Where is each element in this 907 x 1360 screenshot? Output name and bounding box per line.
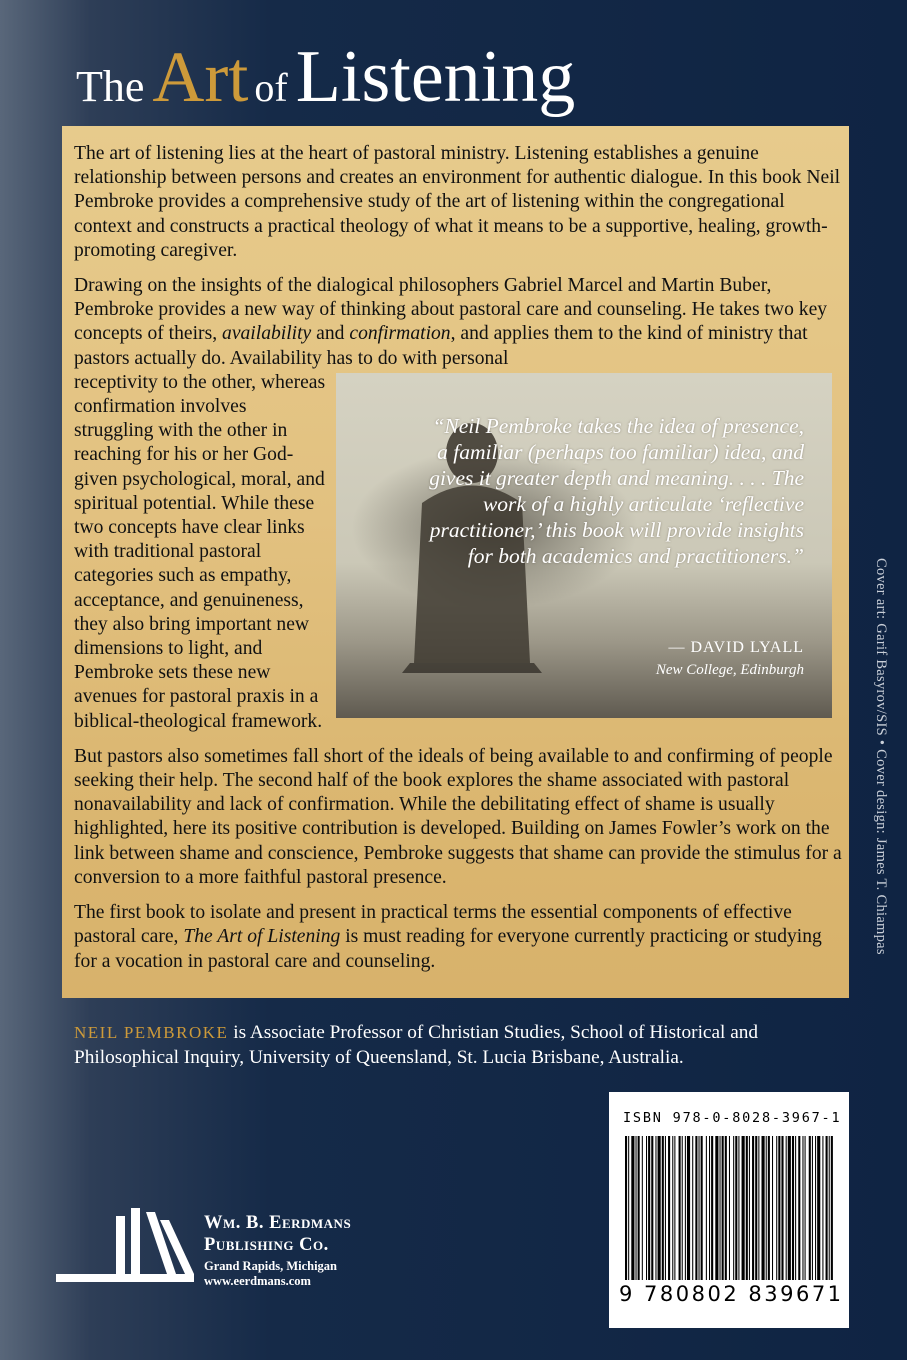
barcode-bar (788, 1136, 791, 1280)
barcode-bar (722, 1136, 724, 1280)
barcode-bar (817, 1136, 820, 1280)
barcode-bar (752, 1136, 754, 1280)
barcode-bar (685, 1136, 686, 1280)
endorsement-quote: “Neil Pembroke takes the idea of presence, a familiar (perhaps too familiar) idea, and gives it greater depth and meaning. . . . The work of a highly articulate ‘reflective practitioner,’ this book will provide insights for both academics and practitioners.” (429, 414, 804, 568)
barcode-bar (776, 1136, 777, 1280)
title-of: of (254, 65, 288, 110)
barcode-bar (735, 1136, 737, 1280)
description-text (74, 142, 842, 985)
barcode-bar (802, 1136, 803, 1280)
barcode-box (609, 1092, 849, 1328)
isbn-digits: 9 780802 839671 (619, 1282, 844, 1306)
description-paragraph-2 (74, 274, 842, 371)
barcode-bar (658, 1136, 661, 1280)
barcode-bar (682, 1136, 683, 1280)
barcode-bar (648, 1136, 650, 1280)
barcode-bar (631, 1136, 634, 1280)
p2-confirmation: confirmation (349, 323, 451, 345)
title-listening: Listening (295, 36, 576, 118)
description-paragraph-1: The art of listening lies at the heart of pastoral ministry. Listening establishes a genuine relationship between persons and creates an environment for authentic dialogue. In this book Neil Pembroke provides a comprehensive study of the art of listening within the congregational context and constructs a practical theology of what it means to be a supportive, healing, growth-promoting caregiver. (74, 143, 841, 261)
barcode-bar (822, 1136, 823, 1280)
barcode-bar (826, 1136, 828, 1280)
barcode-bar (672, 1136, 673, 1280)
barcode-bar (786, 1136, 787, 1280)
barcode-bar (711, 1136, 713, 1280)
barcode-bar (692, 1136, 693, 1280)
barcode-bar (768, 1136, 770, 1280)
endorser-name: — DAVID LYALL (668, 639, 804, 656)
endorser-affiliation: New College, Edinburgh (655, 662, 804, 678)
barcode-bar (679, 1136, 681, 1280)
p4-text-a: The first book to isolate and present in practical terms the essential components of effective pastoral care, (74, 902, 792, 948)
barcode-bar (665, 1136, 666, 1280)
barcode-bar (662, 1136, 664, 1280)
barcode-bar (668, 1136, 670, 1280)
barcode-bar (642, 1136, 643, 1280)
barcode-bar (715, 1136, 718, 1280)
barcode-bar (762, 1136, 765, 1280)
barcode-bar (709, 1136, 710, 1280)
barcode-bar (699, 1136, 700, 1280)
title-the: The (76, 62, 145, 111)
barcode-bar (795, 1136, 796, 1280)
barcode-bar (809, 1136, 811, 1280)
author-bio (74, 1020, 854, 1070)
publisher-name-line-1: Wm. B. Eerdmans (204, 1213, 352, 1233)
barcode-bar (651, 1136, 653, 1280)
barcode-bar (778, 1136, 780, 1280)
p2-and: and (316, 323, 345, 345)
publisher-city: Grand Rapids, Michigan (204, 1259, 338, 1273)
barcode-bar (742, 1136, 745, 1280)
barcode-bar (792, 1136, 794, 1280)
barcode-bar (701, 1136, 703, 1280)
barcode-bar (831, 1136, 833, 1280)
description-paragraph-4 (74, 901, 842, 974)
barcode-bar (766, 1136, 767, 1280)
barcode-bar (755, 1136, 757, 1280)
barcode-bar (738, 1136, 739, 1280)
p4-text-b: is must reading for everyone currently practicing or studying for a vocation in pastoral care and counseling. (74, 926, 822, 972)
barcode-bar (746, 1136, 748, 1280)
publisher-logo-icon (56, 1204, 196, 1284)
publisher-url: www.eerdmans.com (204, 1274, 311, 1288)
p2-text-c: receptivity to the other, whereas confirmation involves struggling with the other in reaching for his or her God-given psychological, moral, and spiritual potential. While these two concepts have clear links with traditional pastoral categories such as empathy, acceptance, and genuineness, they also bring important new dimensions to light, and Pembroke sets these new avenues for pastoral praxis in a biblical-theological framework. (74, 371, 326, 732)
cover-credits (872, 558, 902, 978)
barcode-bar (772, 1136, 773, 1280)
cover-credits-text: Cover art: Garif Basyrov/SIS • Cover design: James T. Chiampas (873, 558, 889, 955)
p2-text-b: , and applies them to the kind of ministry that pastors actually do. Availability has to do with personal (74, 323, 808, 369)
barcode-bar (655, 1136, 656, 1280)
barcode-bar (628, 1136, 629, 1280)
barcode-bar (638, 1136, 640, 1280)
barcode-bar (720, 1136, 721, 1280)
description-paragraph-2-wrap (74, 371, 328, 734)
barcode-bar (695, 1136, 697, 1280)
publisher-name-line-2: Publishing Co. (204, 1235, 329, 1255)
isbn-label: ISBN 978-0-8028-3967-1 (623, 1110, 842, 1126)
barcode-bar (625, 1136, 627, 1280)
barcode-bar (781, 1136, 783, 1280)
book-title (76, 36, 716, 140)
author-bio-text: is Associate Professor of Christian Studies, School of Historical and Philosophical Inquiry, University of Queensland, St. Lucia Brisbane, Australia. (74, 1022, 759, 1068)
author-name: NEIL PEMBROKE (74, 1023, 229, 1042)
barcode-bar (815, 1136, 816, 1280)
barcode (623, 1136, 835, 1280)
barcode-bar (805, 1136, 806, 1280)
p4-book-title: The Art of Listening (183, 926, 341, 948)
barcode-bar (758, 1136, 759, 1280)
barcode-bar (636, 1136, 637, 1280)
p2-availability: availability (222, 323, 312, 345)
barcode-bar (812, 1136, 813, 1280)
barcode-bar (749, 1136, 750, 1280)
barcode-bar (674, 1136, 675, 1280)
publisher-info (204, 1212, 351, 1289)
barcode-bar (706, 1136, 707, 1280)
barcode-bar (729, 1136, 730, 1280)
barcode-bar (725, 1136, 727, 1280)
barcode-bar (829, 1136, 830, 1280)
p2-text-a: Drawing on the insights of the dialogical philosophers Gabriel Marcel and Martin Buber, Pembroke provides a new way of thinking about pastoral care and counseling. He takes two key concepts of theirs, (74, 275, 828, 345)
barcode-bar (646, 1136, 647, 1280)
description-paragraph-3: But pastors also sometimes fall short of the ideals of being available to and confirming of people seeking their help. The second half of the book explores the shame associated with pastoral nonavailability and lack of confirmation. While the debilitating effect of shame is usually highlighted, here its positive contribution is developed. Building on James Fowler’s work on the link between shame and conscience, Pembroke suggests that shame can provide the stimulus for a conversion to a more faithful pastoral presence. (74, 745, 842, 888)
title-art: Art (152, 37, 249, 117)
barcode-bar (687, 1136, 690, 1280)
barcode-bar (798, 1136, 800, 1280)
barcode-bar (733, 1136, 734, 1280)
